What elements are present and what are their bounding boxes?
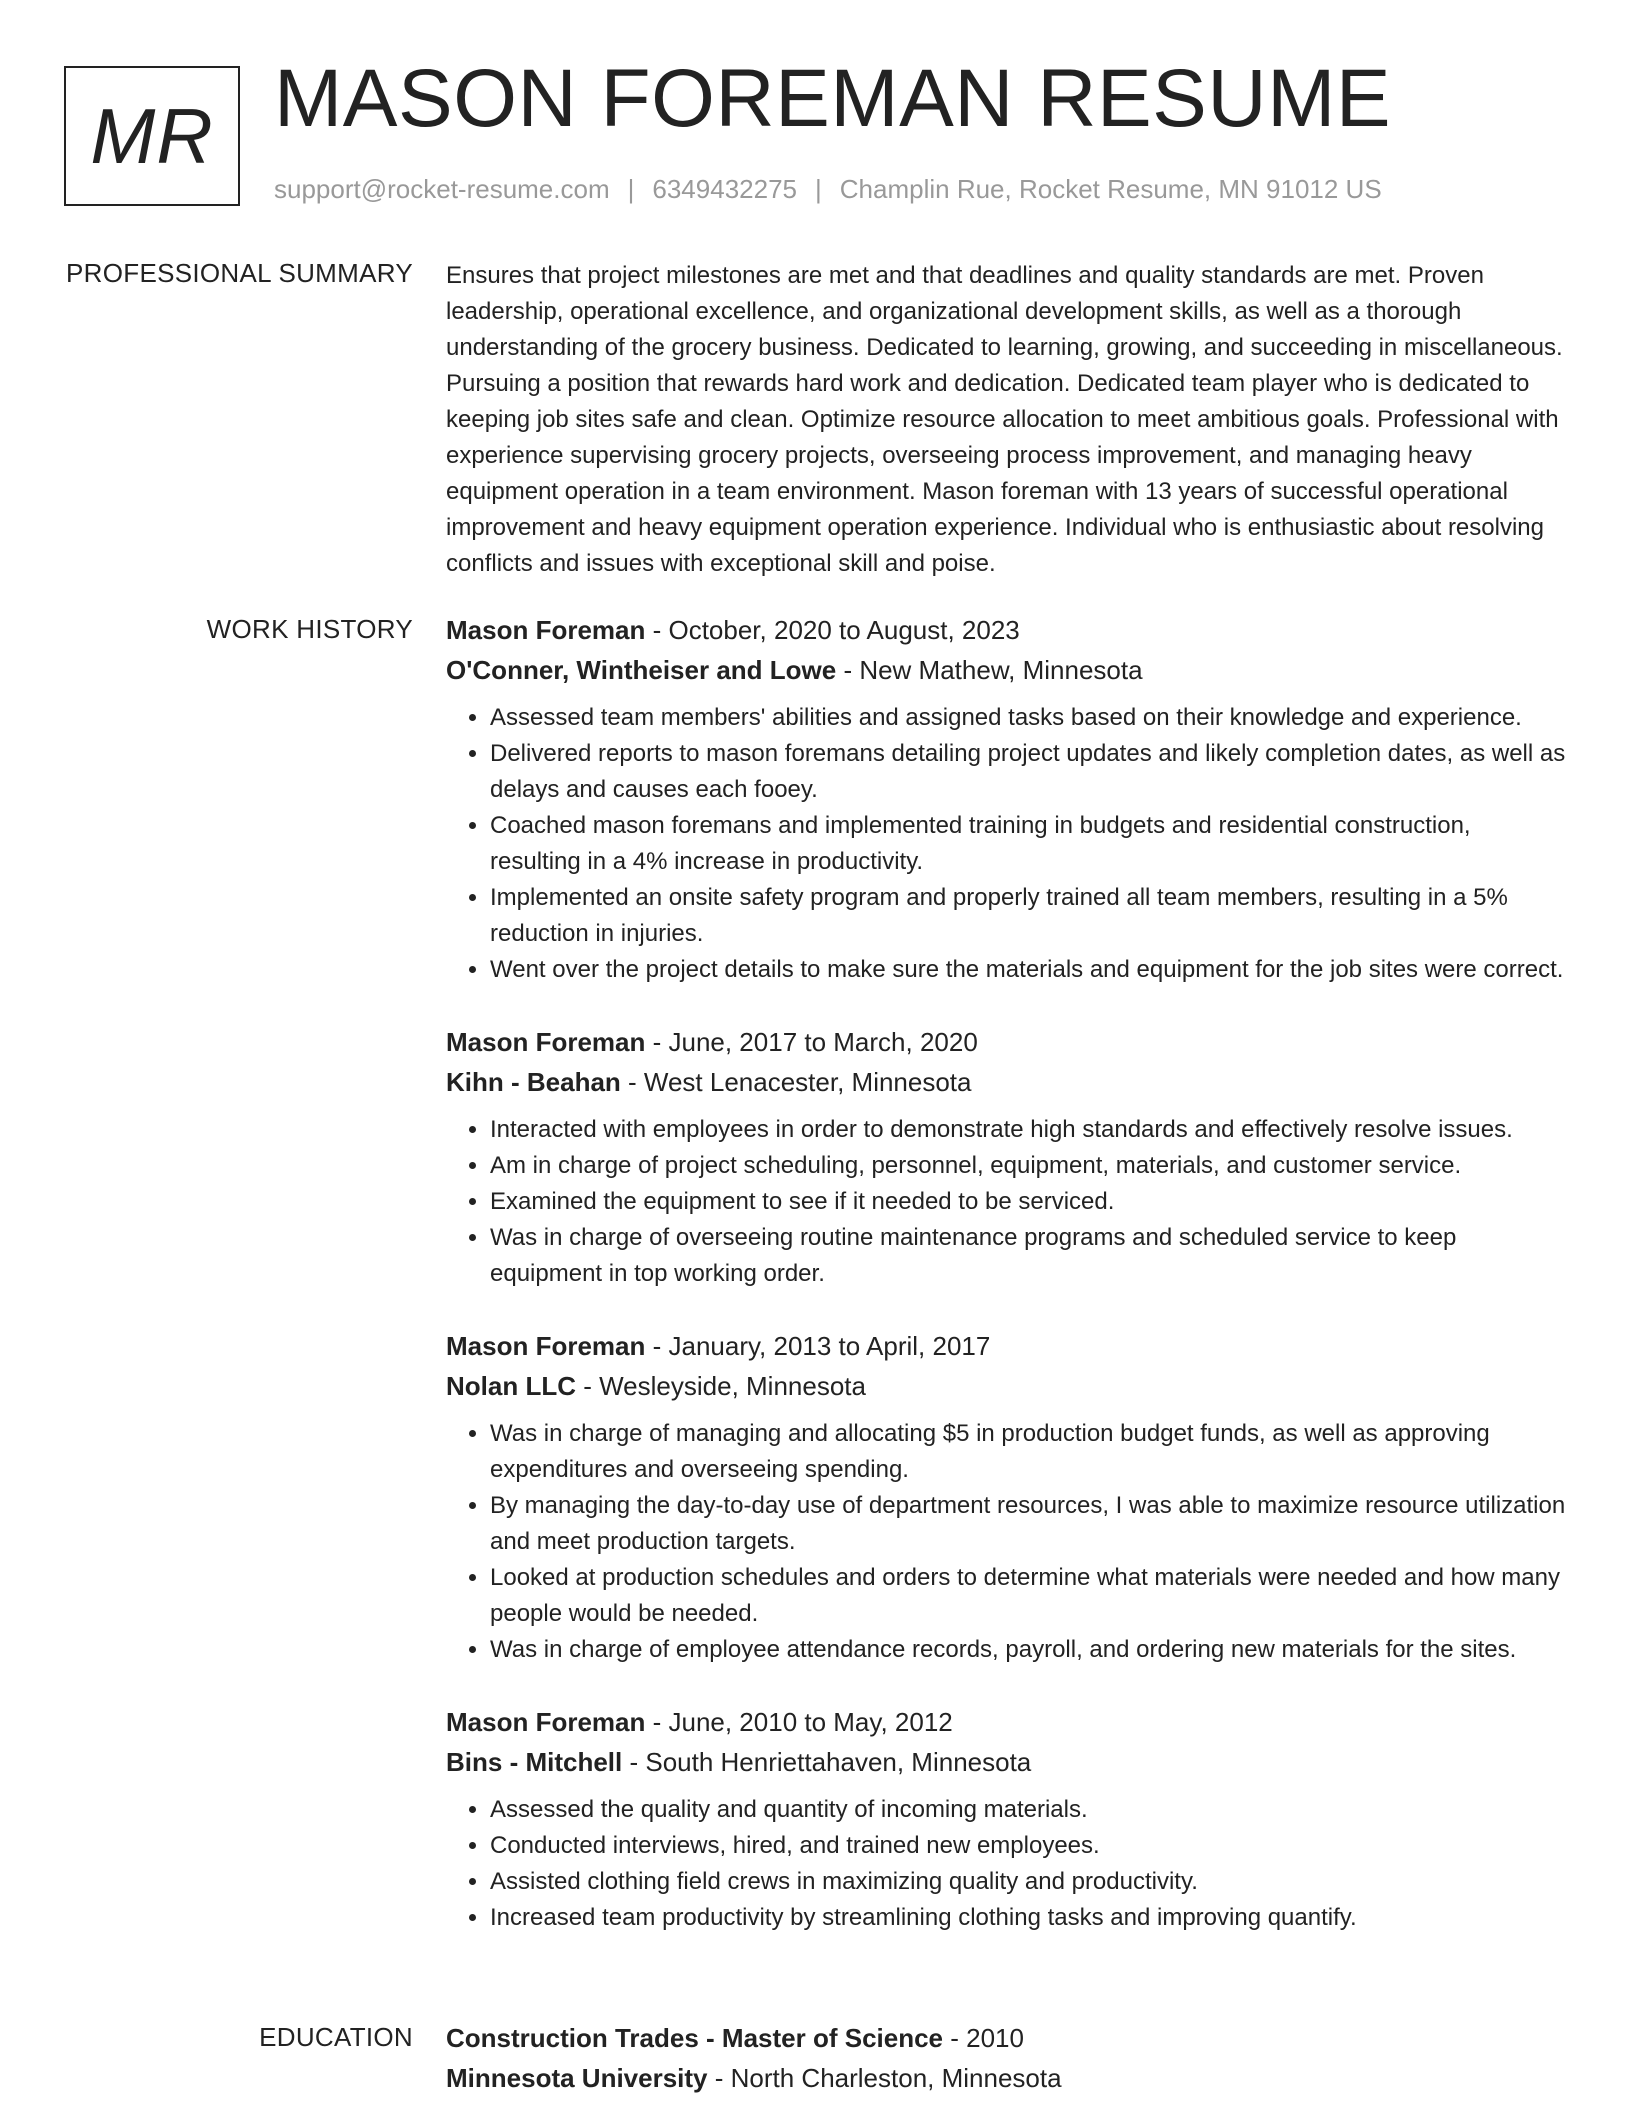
job-entry: [446, 610, 1566, 988]
education-label: EDUCATION: [259, 2022, 413, 2052]
job-company-line: [446, 1742, 1566, 1782]
job-title-line: [446, 1702, 1566, 1742]
list-item: • Implemented an onsite safety program and properly trained all team members, resulting in a 5% reduction in injuries.: [490, 880, 1566, 952]
job-location: - New Mathew, Minnesota: [836, 655, 1143, 685]
education-school-line: [446, 2058, 1566, 2098]
education-degree-line: [446, 2018, 1566, 2058]
list-item: • By managing the day-to-day use of department resources, I was able to maximize resource utilization and meet production targets.: [490, 1488, 1566, 1560]
list-item: • Was in charge of overseeing routine maintenance programs and scheduled service to keep equipment in top working order.: [490, 1220, 1566, 1292]
job-location: - South Henriettahaven, Minnesota: [622, 1747, 1032, 1777]
job-company: O'Conner, Wintheiser and Lowe: [446, 655, 837, 685]
summary-label: PROFESSIONAL SUMMARY: [66, 258, 413, 288]
page-title: MASON FOREMAN RESUME: [274, 53, 1392, 144]
education-year: - 2010: [943, 2023, 1024, 2053]
job-location: - Wesleyside, Minnesota: [576, 1371, 866, 1401]
job-entry: [446, 1326, 1566, 1668]
job-title: Mason Foreman: [446, 615, 646, 645]
job-bullets: [446, 1112, 1566, 1292]
list-item: • Increased team productivity by streamlining clothing tasks and improving quantify.: [490, 1900, 1566, 1936]
work-history-label: WORK HISTORY: [206, 614, 413, 644]
list-item: • Delivered reports to mason foremans detailing project updates and likely completion dates, as well as delays and causes each fooey.: [490, 736, 1566, 808]
contact-line: [274, 174, 1382, 205]
job-title: Mason Foreman: [446, 1331, 646, 1361]
list-item: • Assisted clothing field crews in maximizing quality and productivity.: [490, 1864, 1566, 1900]
monogram-initials: MR: [90, 91, 214, 180]
job-company: Nolan LLC: [446, 1371, 576, 1401]
contact-separator: |: [815, 174, 822, 204]
list-item: • Coached mason foremans and implemented training in budgets and residential construction, resulting in a 4% increase in productivity.: [490, 808, 1566, 880]
education-location: - North Charleston, Minnesota: [707, 2063, 1062, 2093]
list-item: • Was in charge of managing and allocating $5 in production budget funds, as well as approving expenditures and overseeing spending.: [490, 1416, 1566, 1488]
list-item: • Assessed team members' abilities and assigned tasks based on their knowledge and experience.: [490, 700, 1566, 736]
job-company-line: [446, 1062, 1566, 1102]
education-section: [446, 2018, 1566, 2098]
job-location: - West Lenacester, Minnesota: [620, 1067, 972, 1097]
summary-section: [446, 258, 1566, 582]
job-dates: - June, 2017 to March, 2020: [645, 1027, 978, 1057]
job-bullets: [446, 1416, 1566, 1668]
list-item: • Examined the equipment to see if it needed to be serviced.: [490, 1184, 1566, 1220]
job-company: Kihn - Beahan: [446, 1067, 621, 1097]
list-item: • Went over the project details to make sure the materials and equipment for the job sites were correct.: [490, 952, 1566, 988]
job-bullets: [446, 700, 1566, 988]
job-title-line: [446, 1326, 1566, 1366]
list-item: • Looked at production schedules and orders to determine what materials were needed and how many people would be needed.: [490, 1560, 1566, 1632]
contact-phone: 6349432275: [652, 174, 797, 204]
job-title: Mason Foreman: [446, 1027, 646, 1057]
list-item: • Was in charge of employee attendance records, payroll, and ordering new materials for the sites.: [490, 1632, 1566, 1668]
job-bullets: [446, 1792, 1566, 1936]
job-company: Bins - Mitchell: [446, 1747, 623, 1777]
job-dates: - October, 2020 to August, 2023: [645, 615, 1020, 645]
education-school: Minnesota University: [446, 2063, 708, 2093]
work-history-section: [446, 610, 1566, 1970]
contact-separator: |: [627, 174, 635, 204]
summary-text: Ensures that project milestones are met and that deadlines and quality standards are met. Proven leadership, operational excellence, and organizational development skills, as well as a thorough understanding of the grocery business. Dedicated to learning, growing, and succeeding in miscellaneous. Pursuing a position that rewards hard work and dedication. Dedicated team player who is dedicated to keeping job sites safe and clean. Optimize resource allocation to meet ambitious goals. Professional with experience supervising grocery projects, overseeing process improvement, and managing heavy equipment operation in a team environment. Mason foreman with 13 years of successful operational improvement and heavy equipment operation experience. Individual who is enthusiastic about resolving conflicts and issues with exceptional skill and poise.: [446, 262, 1563, 577]
job-entry: [446, 1702, 1566, 1936]
list-item: • Interacted with employees in order to demonstrate high standards and effectively resolve issues.: [490, 1112, 1566, 1148]
list-item: • Conducted interviews, hired, and trained new employees.: [490, 1828, 1566, 1864]
job-company-line: [446, 650, 1566, 690]
job-title-line: [446, 1022, 1566, 1062]
contact-email: support@rocket-resume.com: [274, 174, 610, 204]
job-dates: - January, 2013 to April, 2017: [645, 1331, 991, 1361]
monogram-box: [64, 66, 240, 206]
contact-address: Champlin Rue, Rocket Resume, MN 91012 US: [839, 174, 1382, 204]
education-degree: Construction Trades - Master of Science: [446, 2023, 944, 2053]
job-dates: - June, 2010 to May, 2012: [645, 1707, 953, 1737]
job-title-line: [446, 610, 1566, 650]
job-company-line: [446, 1366, 1566, 1406]
list-item: • Assessed the quality and quantity of incoming materials.: [490, 1792, 1566, 1828]
job-title: Mason Foreman: [446, 1707, 646, 1737]
list-item: • Am in charge of project scheduling, personnel, equipment, materials, and customer service.: [490, 1148, 1566, 1184]
job-entry: [446, 1022, 1566, 1292]
